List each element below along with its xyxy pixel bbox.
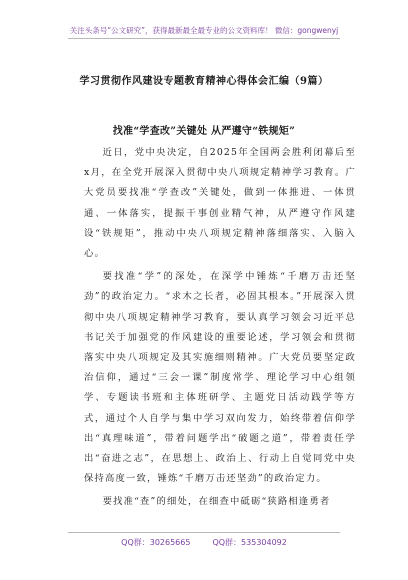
qq-group-2: QQ群：535304092: [212, 538, 287, 547]
body-text: [84, 143, 356, 513]
paragraph-2: 要找准“学”的深处，在深学中锤炼“千磨万击还坚劲”的政治定力。“求木之长者，必固其根本。”开展深入贯彻中央八项规定精神学习教育，要认真学习领会习近平总书记关于加强党的作风建设的重要论述，学习领会和贯彻落实中央八项规定及其实施细则精神。广大党员要坚定政治信仰，通过“三会一课”制度常学、理论学习中心组领学、专题读书班和主体班研学、主题党日活动践学等方式，通过个人自学与集中学习双向发力，始终带着信仰学出“真理味道”，带着问题学出“破题之道”，带着责任学出“奋进之志”，在思想上、政治上、行动上自觉同党中央保持高度一致，锤炼“千磨万击还坚劲”的政治定力。: [84, 271, 356, 485]
paragraph-3: 要找准“查”的细处，在细查中砥砺“狭路相逢勇者: [102, 496, 331, 508]
section-title: 找准“学查改”关键处 从严遵守“铁规矩”: [112, 126, 296, 137]
header-promo-note: 关注头条号“公文研究”，获得最新最全最专业的公文资料库！ 微信：gongwenyj: [69, 26, 339, 35]
footer: [0, 537, 408, 548]
document-title: 学习贯彻作风建设专题教育精神心得体会汇编（9篇）: [79, 76, 329, 87]
paragraph-1: 近日，党中央决定，自2025年全国两会胜利闭幕后至x月，在全党开展深入贯彻中央八项规定精神学习教育。广大党员要找准“学查改”关键处，做到一体推进、一体贯通、一体落实，提振干事创业精气神，从严遵守作风建设“铁规矩”，推动中央八项规定精神落细落实、入脑入心。: [84, 147, 356, 260]
header-divider: [68, 38, 340, 39]
footer-divider: [68, 532, 340, 533]
qq-group-1: QQ群：30265665: [121, 538, 191, 547]
